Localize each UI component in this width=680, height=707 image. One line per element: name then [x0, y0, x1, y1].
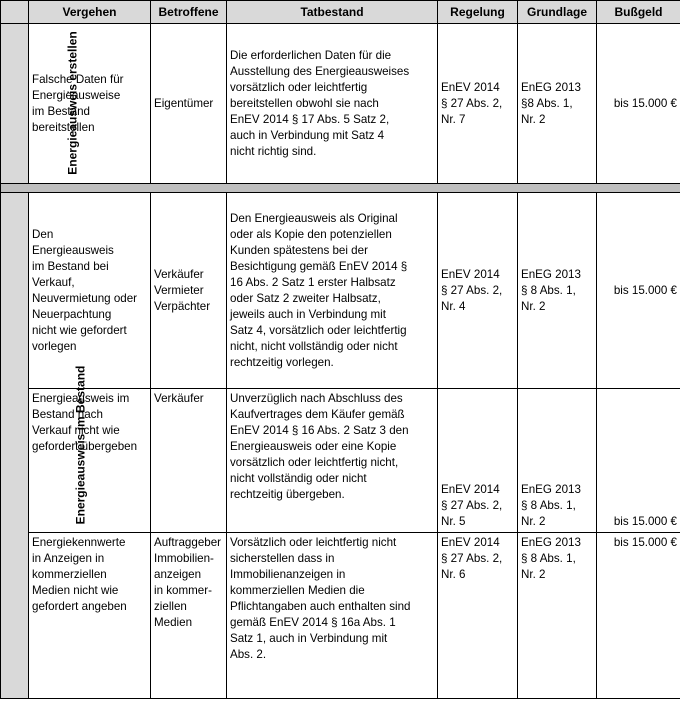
cell-vergehen: Energiekennwerte in Anzeigen in kommerziellen Medien nicht wie gefordert angeben — [29, 533, 151, 699]
col-header-grundlage: Grundlage — [518, 1, 597, 24]
cell-vergehen: Den Energieausweis im Bestand bei Verkauf, Neuvermietung oder Neuerpachtung nicht wie gefordert vorlegen — [29, 193, 151, 389]
cell-bussgeld: bis 15.000 € — [597, 193, 680, 389]
group-label-erstellen: Energieausweis erstellen — [1, 24, 29, 184]
group-separator — [1, 184, 680, 193]
cell-grundlage: EnEG 2013 § 8 Abs. 1, Nr. 2 — [518, 389, 597, 533]
table-row — [1, 24, 680, 184]
cell-vergehen: Falsche Daten für Energieausweise im Bestand bereitstellen — [29, 24, 151, 184]
cell-tatbestand: Vorsätzlich oder leichtfertig nicht sicherstellen dass in Immobilienanzeigen in kommerziellen Medien die Pflichtangaben auch enthalten sind gemäß EnEV 2014 § 16a Abs. 1 Satz 1, auch in Verbindung mit Abs. 2. — [227, 533, 438, 699]
cell-betroffene: Verkäufer — [151, 389, 227, 533]
cell-grundlage: EnEG 2013 § 8 Abs. 1, Nr. 2 — [518, 533, 597, 699]
cell-regelung: EnEV 2014 § 27 Abs. 2, Nr. 4 — [438, 193, 518, 389]
header-row — [1, 1, 680, 24]
col-header-regelung: Regelung — [438, 1, 518, 24]
cell-grundlage: EnEG 2013 § 8 Abs. 1, Nr. 2 — [518, 193, 597, 389]
col-header-bussgeld: Bußgeld — [597, 1, 680, 24]
cell-tatbestand: Unverzüglich nach Abschluss des Kaufvertrages dem Käufer gemäß EnEV 2014 § 16 Abs. 2 Satz 3 den Energieausweis oder eine Kopie vorsätzlich oder leichtfertig nicht, nicht vollständig oder nicht rechtzeitig übergeben. — [227, 389, 438, 533]
table-row — [1, 193, 680, 389]
cell-bussgeld: bis 15.000 € — [597, 533, 680, 699]
cell-regelung: EnEV 2014 § 27 Abs. 2, Nr. 5 — [438, 389, 518, 533]
cell-betroffene: Auftraggeber Immobilien- anzeigen in kommer- ziellen Medien — [151, 533, 227, 699]
header-corner — [1, 1, 29, 24]
cell-bussgeld: bis 15.000 € — [597, 24, 680, 184]
cell-grundlage: EnEG 2013 §8 Abs. 1, Nr. 2 — [518, 24, 597, 184]
cell-regelung: EnEV 2014 § 27 Abs. 2, Nr. 7 — [438, 24, 518, 184]
col-header-tatbestand: Tatbestand — [227, 1, 438, 24]
cell-vergehen: Energieausweis im Bestand nach Verkauf nicht wie gefordert übergeben — [29, 389, 151, 533]
cell-betroffene: Verkäufer Vermieter Verpächter — [151, 193, 227, 389]
col-header-vergehen: Vergehen — [29, 1, 151, 24]
table-row — [1, 533, 680, 699]
col-header-betroffene: Betroffene — [151, 1, 227, 24]
cell-regelung: EnEV 2014 § 27 Abs. 2, Nr. 6 — [438, 533, 518, 699]
group-label-bestand: Energieausweis im Bestand — [1, 193, 29, 699]
cell-tatbestand: Die erforderlichen Daten für die Ausstellung des Energieausweises vorsätzlich oder leichtfertig bereitstellen obwohl sie nach EnEV 2014 § 17 Abs. 5 Satz 2, auch in Verbindung mit Satz 4 nicht richtig sind. — [227, 24, 438, 184]
cell-bussgeld: bis 15.000 € — [597, 389, 680, 533]
table-row — [1, 389, 680, 533]
cell-tatbestand: Den Energieausweis als Original oder als Kopie den potenziellen Kunden spätestens bei der Besichtigung gemäß EnEV 2014 § 16 Abs. 2 Satz 1 erster Halbsatz oder Satz 2 zweiter Halbsatz, jeweils auch in Verbindung mit Satz 4, vorsätzlich oder leichtfertig nicht, nicht vollständig oder nicht rechtzeitig vorlegen. — [227, 193, 438, 389]
cell-betroffene: Eigentümer — [151, 24, 227, 184]
